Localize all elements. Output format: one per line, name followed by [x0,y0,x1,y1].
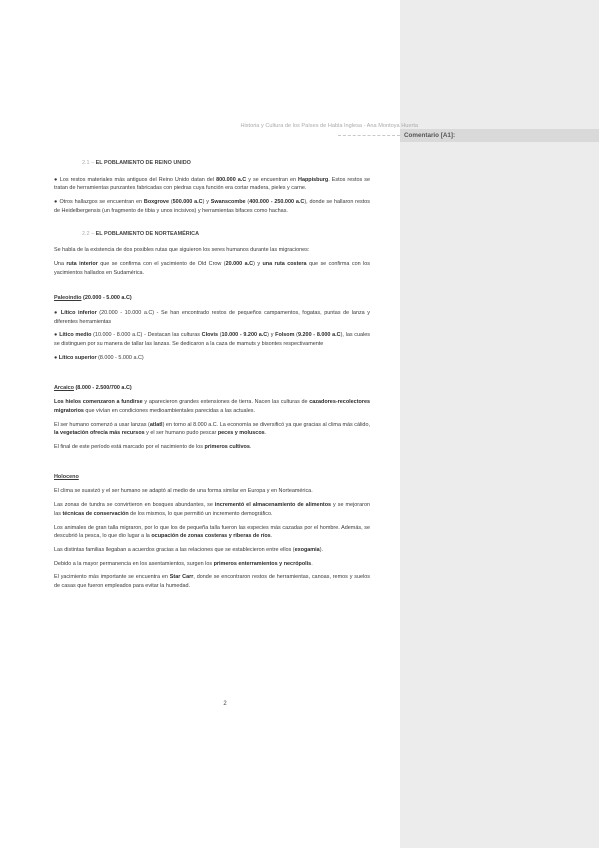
section-number: 2.2 [82,230,90,237]
comment-label: Comentario [A1]: [404,132,456,139]
paragraph: Las zonas de tundra se convirtieron en bosques abundantes, se incrementó el almacenamiento de alimentos y se mejoraron las técnicas de conservación de los mismos, lo que permitió un incremento demográfico. [54,502,370,517]
subheading-paleoindio: Paleoindio (20.000 - 5.000 a.C) [54,295,132,302]
list-item: ● Lítico medio (10.000 - 8.000 a.C) - Destacan las culturas Clovis (10.000 - 9.200 a.C) y Folsom (9.200 - 8.000 a.C), las cuales se distinguen por su manera de tallar las lanzas. Se dedicaron a la caza de mamuts y bisontes respectivamente [54,332,371,348]
section-heading-reino-unido: 2.1 – EL POBLAMIENTO DE REINO UNIDO [82,160,191,166]
paragraph: Debido a la mayor permanencia en los asentamientos, surgen los primeros enterramientos y necrópolis. [54,560,313,567]
paragraph: Una ruta interior que se confirma con el yacimiento de Old Crow (20.000 a.C) y una ruta costera que se confirma con los yacimientos hallados en Sudamérica. [54,260,370,276]
page-number: 2 [223,701,227,707]
list-item: ● Lítico inferior (20.000 - 10.000 a.C) - Se han encontrado restos de pequeños campamentos, fogatas, puntas de lanza y diferentes herramientas [54,310,370,325]
subheading-arcaico: Arcaico (8.000 - 2.500/700 a.C) [54,384,132,391]
section-title: EL POBLAMIENTO DE REINO UNIDO [95,160,191,166]
paragraph: ● Otros hallazgos se encuentran en Boxgrove (500.000 a.C) y Swanscombe (400.000 - 250.000 a.C), donde se hallaron restos de Heidelbergensis (un fragmento de tibia y unos incisivos) y herramientas bifaces como hachas. [54,199,370,214]
subheading-holoceno: Holoceno [54,473,79,480]
section-heading-norteamerica: 2.2 – EL POBLAMIENTO DE NORTEAMÉRICA [82,230,200,237]
document-body [54,159,370,591]
paragraph: El clima se suavizó y el ser humano se adaptó al medio de una forma similar en Europa y en Norteamérica. [54,488,313,495]
paragraph: El ser humano comenzó a usar lanzas (atlatl) en torno al 8.000 a.C. La economía se diversificó ya que gracias al clima más cálido, la vegetación ofrecía más recursos y el ser humano pudo pescar peces y moluscos. [54,421,370,437]
paragraph: Los animales de gran talla migraron, por lo que los de pequeña talla fueron las especies más cazadas por el hombre. Además, se descubrió la pesca, lo que dio lugar a la ocupación de zonas costeras y riberas de ríos. [54,524,370,540]
paragraph: El final de este período está marcado por el nacimiento de los primeros cultivos. [54,444,252,451]
comment-balloon[interactable] [400,129,599,142]
paragraph: Las distintas familias llegaban a acuerdos gracias a las relaciones que se establecieron entre ellos (exogamia). [54,546,324,553]
paragraph: El yacimiento más importante se encuentra en Star Carr, donde se encontraron restos de herramientas, canoas, remos y suelos de casas que fueron empleados para evitar la humedad. [54,574,370,590]
paragraph: Se habla de la existencia de dos posibles rutas que siguieron los seres humanos durante las migraciones: [54,247,310,254]
paragraph: Los hielos comenzaron a fundirse y aparecieron grandes extensiones de tierra. Nacen las culturas de cazadores-recolectores migratorios que vivían en condiciones medioambientales parecidas a las actuales. [54,399,370,414]
list-item: ● Lítico superior (8.000 - 5.000 a.C) [54,354,144,361]
comments-margin-pane [400,0,599,848]
comment-connector-line [338,135,400,136]
paragraph: ● Los restos materiales más antiguos del Reino Unido datan del 800.000 a.C y se encuentran en Happisburg. Estos restos se tratan de herramientas punzantes fabricadas con piedras cuya función era cortar madera, pieles y carne. [54,176,370,192]
section-title: EL POBLAMIENTO DE NORTEAMÉRICA [95,230,200,237]
section-number: 2.1 [82,160,90,166]
running-header: Historia y Cultura de los Países de Habla Inglesa - Ana Montoya Huerta [240,123,418,129]
